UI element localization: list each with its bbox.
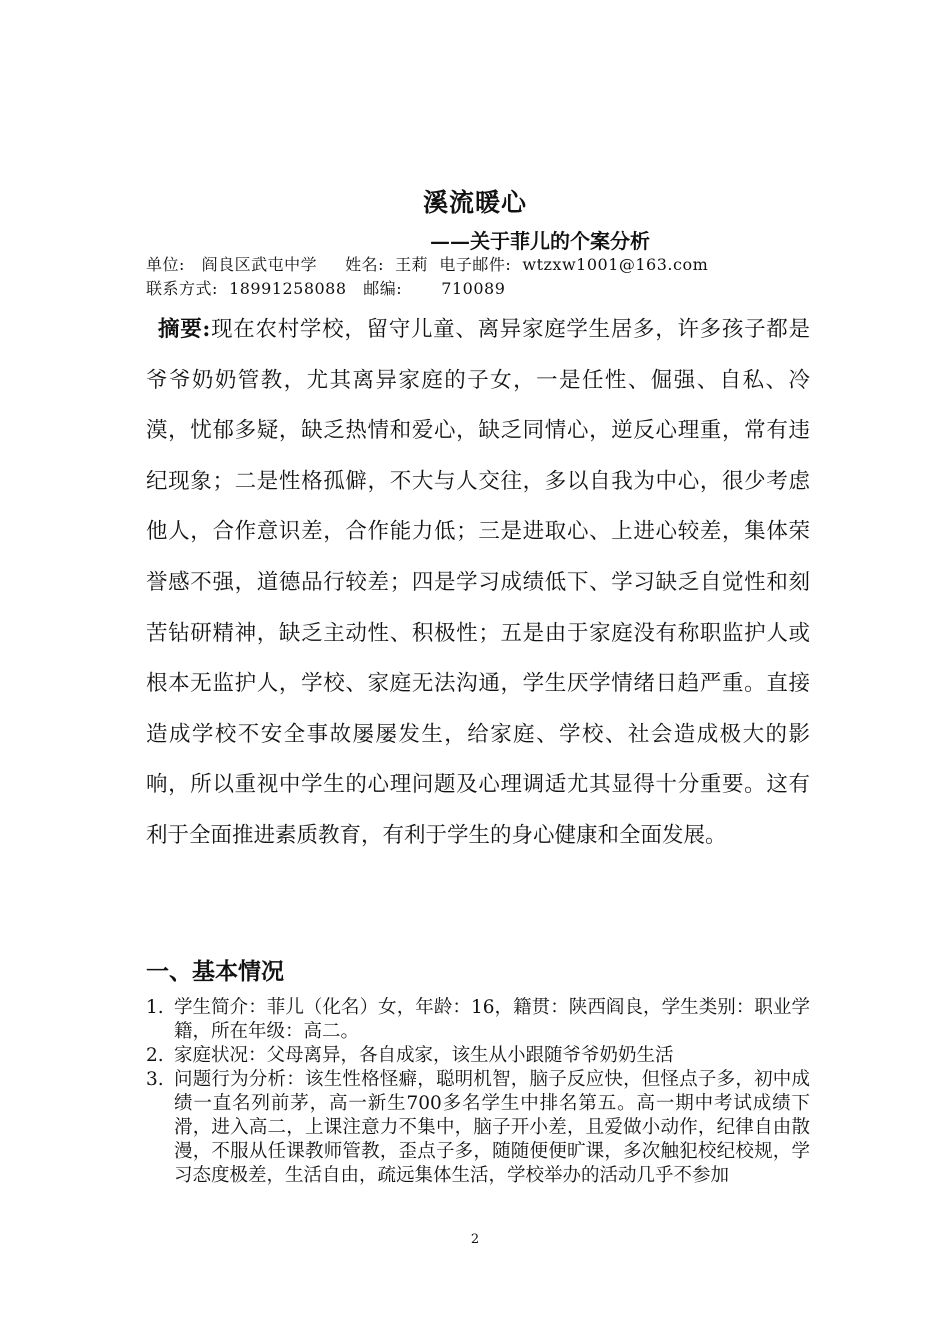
abstract-text: 现在农村学校，留守儿童、离异家庭学生居多，许多孩子都是爷爷奶奶管教，尤其离异家庭的子女，一是任性、倔强、自私、冷漠，忧郁多疑，缺乏热情和爱心，缺乏同情心，逆反心理重，常有违纪现象；二是性格孤僻，不大与人交往，多以自我为中心，很少考虑他人，合作意识差，合作能力低；三是进取心、上进心较差，集体荣誉感不强，道德品行较差；四是学习成绩低下、学习缺乏自觉性和刻苦钻研精神，缺乏主动性、积极性；五是由于家庭没有称职监护人或根本无监护人，学校、家庭无法沟通，学生厌学情绪日趋严重。直接造成学校不安全事故屡屡发生，给家庭、学校、社会造成极大的影响，所以重视中学生的心理问题及心理调适尤其显得十分重要。这有利于全面推进素质教育，有利于学生的身心健康和全面发展。 bbox=[146, 317, 810, 848]
list-item-text: 家庭状况：父母离异，各自成家，该生从小跟随爷爷奶奶生活 bbox=[174, 1045, 674, 1066]
author-info-line: 单位: 阎良区武屯中学 姓名: 王莉 电子邮件: wtzxw1001@163.com bbox=[146, 255, 709, 274]
list-item bbox=[146, 1068, 810, 1188]
abstract-paragraph bbox=[146, 305, 810, 862]
page-number: 2 bbox=[470, 1232, 480, 1247]
list-item-number: 3. bbox=[146, 1069, 164, 1090]
list-item-text: 问题行为分析：该生性格怪癖，聪明机智，脑子反应快，但怪点子多，初中成绩一直名列前茅，高一新生700多名学生中排名第五。高一期中考试成绩下滑，进入高二，上课注意力不集中，脑子开小差，且爱做小动作，纪律自由散漫，不服从任课教师管教，歪点子多，随随便便旷课，多次触犯校纪校规，学习态度极差，生活自由，疏远集体生活，学校举办的活动几乎不参加 bbox=[174, 1069, 810, 1186]
section-heading: 一、基本情况 bbox=[146, 959, 284, 985]
list-item bbox=[146, 996, 810, 1044]
list-item bbox=[146, 1044, 810, 1068]
list-item-number: 2. bbox=[146, 1045, 164, 1066]
list-item-text: 学生简介：菲儿（化名）女，年龄：16，籍贯：陕西阎良，学生类别：职业学籍，所在年级：高二。 bbox=[174, 997, 810, 1042]
abstract-label: 摘要: bbox=[158, 317, 211, 342]
contact-info-line: 联系方式: 18991258088 邮编: 710089 bbox=[146, 279, 506, 298]
basic-info-list bbox=[146, 996, 810, 1188]
document-title: 溪流暖心 bbox=[422, 188, 527, 217]
document-subtitle: ——关于菲儿的个案分析 bbox=[430, 229, 650, 253]
list-item-number: 1. bbox=[146, 997, 164, 1018]
